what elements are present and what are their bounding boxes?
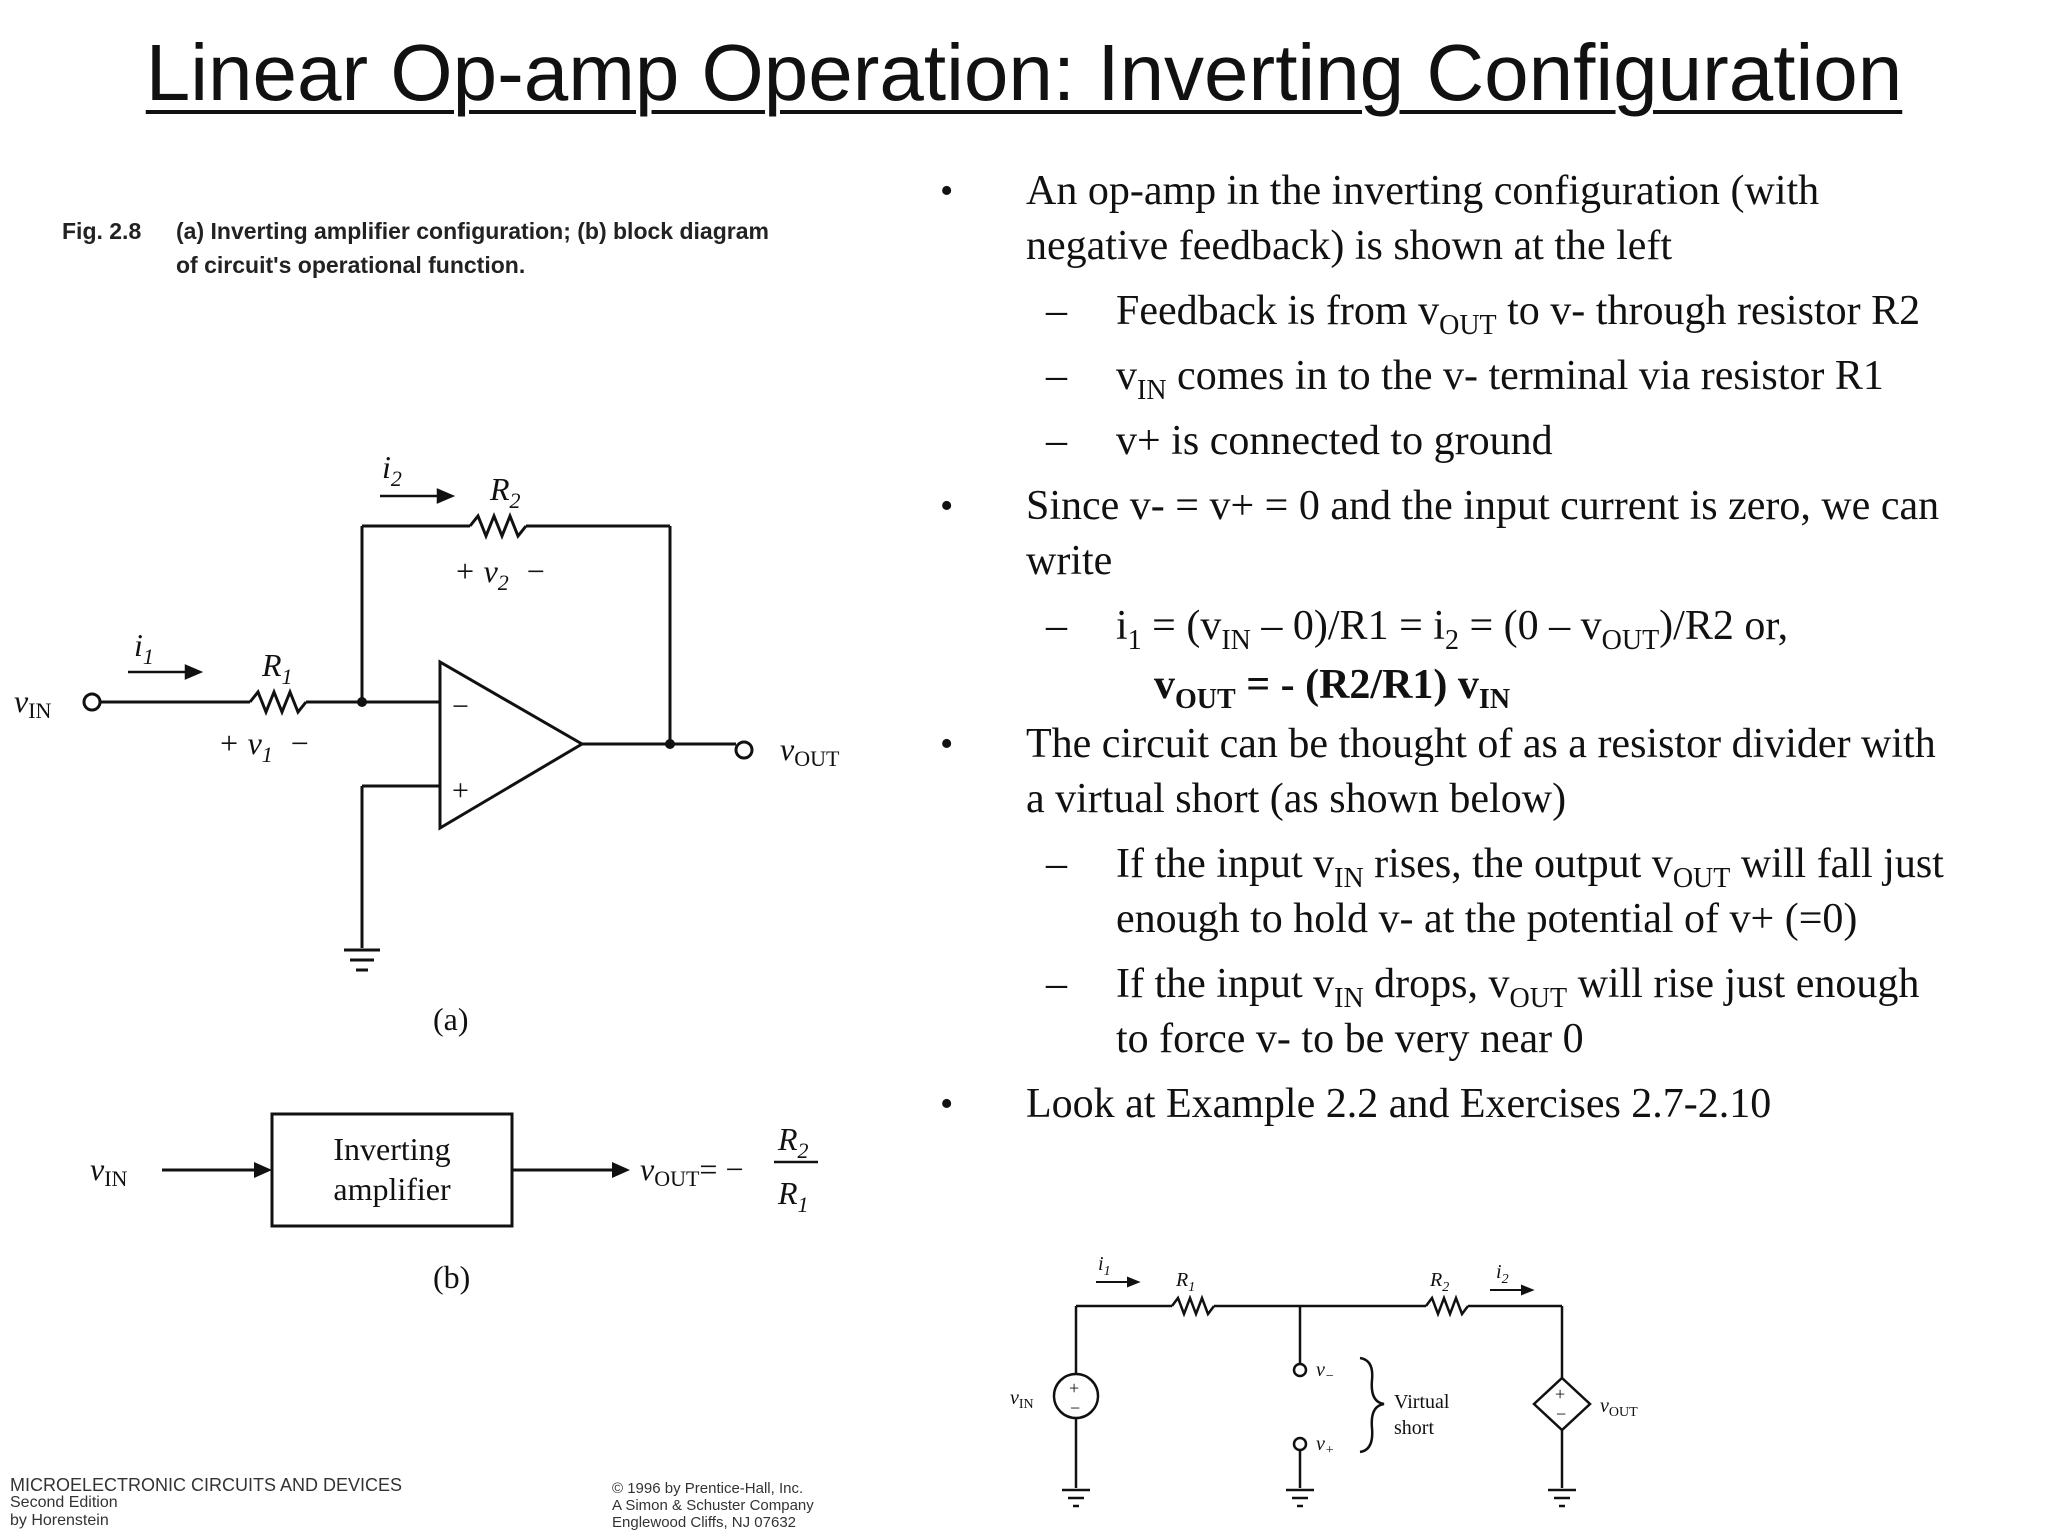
block-fraction-num: $R_2$ (778, 1121, 809, 1163)
node-vminus (357, 697, 367, 707)
opamp-minus-sign: − (452, 690, 469, 723)
current-arrows-a (128, 490, 452, 678)
bullet-2: • Since v- = v+ = 0 and the input current is zero, we can write (940, 479, 2040, 589)
block-vout-label: vOUT= − (640, 1151, 744, 1191)
i2-label: $i_2$ (382, 449, 402, 491)
divider-vminus-label: $v_-$ (1316, 1359, 1335, 1384)
block-box-line1: Inverting (333, 1131, 451, 1167)
divider-r2-label: $R_2$ (1430, 1269, 1450, 1295)
divider-vminus-node (1294, 1364, 1306, 1376)
divider-vplus-node (1294, 1438, 1306, 1450)
sub-bullet-drops: – If the input $v_{IN}$ drops, $v_{OUT}$ will rise just enough to force v- to be very near 0 (940, 957, 2040, 1067)
divider-r1 (1172, 1298, 1214, 1314)
r1-resistor (250, 692, 306, 712)
divider-circuit-wires (1054, 1298, 1590, 1488)
divider-vplus-label: $v_+$ (1316, 1433, 1335, 1458)
sub-bullet-currents: – $i_1 = (v_{IN} - 0)/R1 = i_2 = (0 - v_{OUT})/R2$ or, (940, 599, 2040, 654)
virtual-short-line1: Virtual (1394, 1391, 1450, 1413)
sub-bullet-vin: – $v_{IN}$ comes in to the v- terminal via resistor R1 (940, 349, 2040, 404)
gain-equation: $v_{OUT}$ = - (R2/R1) $v_{IN}$ (1154, 662, 1511, 715)
virtual-short-brace (1360, 1358, 1384, 1452)
i1-label: $i_1$ (134, 627, 154, 669)
bullet-list (940, 164, 2040, 1142)
r1-label: $R_1$ (262, 647, 293, 689)
publisher-credit: © 1996 by Prentice-Hall, Inc. A Simon & Schuster Company Englewood Cliffs, NJ 07632 (612, 1480, 814, 1531)
slide-title: Linear Op-amp Operation: Inverting Configuration (145, 28, 1903, 117)
bullet-4: • Look at Example 2.2 and Exercises 2.7-2.10 (940, 1077, 2040, 1132)
divider-r2 (1426, 1298, 1468, 1314)
bullet-3: • The circuit can be thought of as a resistor divider with a virtual short (as shown below) (940, 717, 2040, 827)
block-box-line2: amplifier (333, 1171, 451, 1207)
v1-label: + $v_1$ − (218, 725, 309, 767)
sub-bullet-rises: – If the input $v_{IN}$ rises, the output $v_{OUT}$ will fall just enough to hold v- at the potential of v+ (=0) (940, 837, 2040, 947)
vin-label: vIN (14, 683, 52, 723)
r2-resistor (470, 516, 526, 536)
r2-label: $R_2$ (490, 471, 521, 513)
bullet-1: • An op-amp in the inverting configuration (with negative feedback) is shown at the left (940, 164, 2040, 274)
divider-r1-label: $R_1$ (1176, 1269, 1196, 1295)
block-fraction-den: $R_1$ (778, 1175, 809, 1217)
label-b: (b) (433, 1259, 471, 1295)
node-output (665, 739, 675, 749)
sub-bullet-ground: – v+ is connected to ground (940, 414, 2040, 469)
figure-caption-text: (a) Inverting amplifier configuration; (b) block diagram of circuit's operational function. (176, 218, 769, 278)
divider-i2-label: $i_2$ (1496, 1261, 1509, 1287)
vout-source-minus: − (1556, 1404, 1567, 1424)
block-vin-label: vIN (90, 1151, 128, 1191)
divider-grounds (1062, 1490, 1576, 1506)
vin-source-minus: − (1070, 1398, 1081, 1418)
book-credit: MICROELECTRONIC CIRCUITS AND DEVICES Second Edition by Horenstein (10, 1475, 403, 1529)
divider-i1-label: $i_1$ (1098, 1253, 1111, 1279)
divider-vout-label: $v_{OUT}$ (1600, 1395, 1638, 1420)
vout-label: vOUT (780, 731, 840, 771)
divider-current-arrows (1096, 1278, 1532, 1294)
divider-vin-label: $v_{IN}$ (1010, 1387, 1034, 1412)
label-a: (a) (433, 1001, 469, 1037)
ground-symbol-a (344, 950, 380, 970)
vout-source-plus: + (1555, 1384, 1566, 1404)
v2-label: + $v_2$ − (454, 553, 545, 595)
virtual-short-line2: short (1394, 1417, 1434, 1439)
vout-terminal (736, 742, 752, 758)
opamp-plus-sign: + (452, 774, 469, 807)
circuit-a-wires (100, 516, 736, 948)
figure-number: Fig. 2.8 (62, 218, 142, 244)
vin-source-plus: + (1069, 1378, 1080, 1398)
vin-terminal (84, 694, 100, 710)
sub-bullet-feedback: – Feedback is from $v_{OUT}$ to v- through resistor R2 (940, 284, 2040, 339)
